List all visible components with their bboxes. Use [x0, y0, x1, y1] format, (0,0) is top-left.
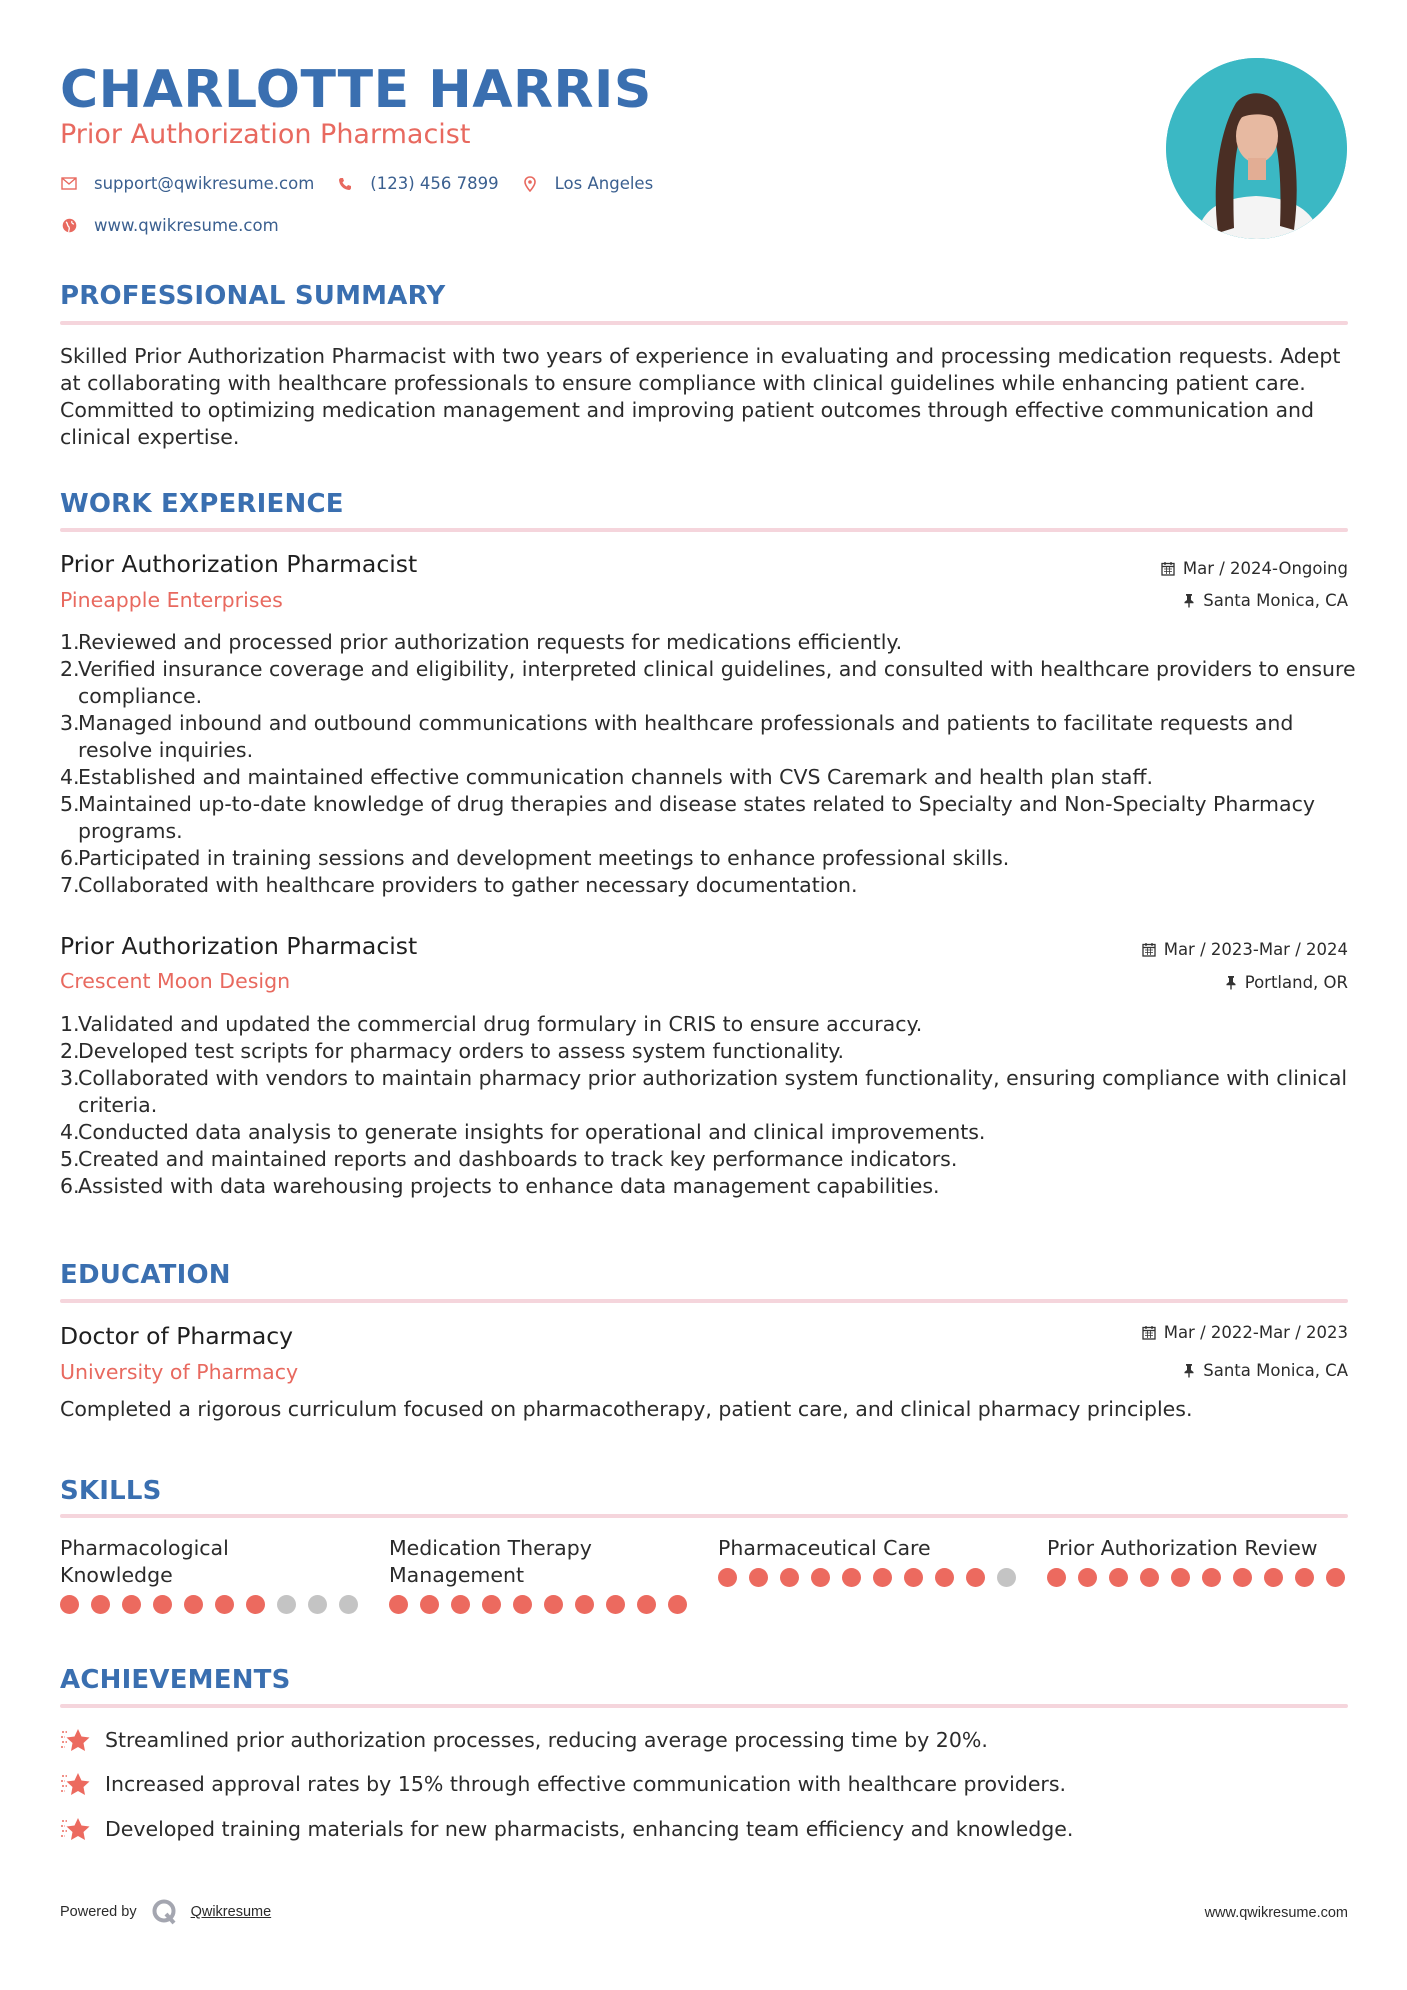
rating-dot-filled — [184, 1595, 203, 1614]
contact-email[interactable] — [60, 174, 314, 193]
rating-dot-filled — [1326, 1568, 1345, 1587]
degree-title: Doctor of Pharmacy — [60, 1322, 294, 1350]
education-heading: EDUCATION — [60, 1260, 231, 1290]
contact-row-2 — [60, 216, 301, 235]
achievements-heading: ACHIEVEMENTS — [60, 1665, 291, 1695]
list-item: 5. Created and maintained reports and dashboards to track key performance indicators. — [60, 1147, 958, 1171]
pushpin-icon — [1225, 975, 1237, 990]
pushpin-icon — [1183, 593, 1195, 608]
list-item: 5. Maintained up-to-date knowledge of drug therapies and disease states related to Specialty and Non-Specialty Pharmacy programs. — [60, 792, 1315, 843]
list-item: 3. Collaborated with vendors to maintain pharmacy prior authorization system functionality, ensuring compliance with clinical criteria. — [60, 1066, 1348, 1117]
rating-dot-empty — [277, 1595, 296, 1614]
rating-dot-filled — [1109, 1568, 1128, 1587]
rating-dot-filled — [1202, 1568, 1221, 1587]
person-portrait-icon — [1166, 58, 1347, 239]
map-pin-icon — [521, 175, 539, 193]
rating-dot-empty — [308, 1595, 327, 1614]
qwikresume-link[interactable]: Qwikresume — [190, 1904, 272, 1920]
summary-heading: PROFESSIONAL SUMMARY — [60, 281, 446, 311]
education-description: Completed a rigorous curriculum focused on pharmacotherapy, patient care, and clinical pharmacy principles. — [60, 1397, 1193, 1421]
rating-dot-filled — [420, 1595, 439, 1614]
skill-label: Prior Authorization Review — [1047, 1536, 1318, 1560]
rating-dot-filled — [668, 1595, 687, 1614]
list-item: 1. Validated and updated the commercial drug formulary in CRIS to ensure accuracy. — [60, 1012, 923, 1036]
rating-dot-filled — [718, 1568, 737, 1587]
section-divider — [60, 1299, 1348, 1303]
rating-dot-filled — [575, 1595, 594, 1614]
rating-dot-filled — [91, 1595, 110, 1614]
rating-dot-filled — [842, 1568, 861, 1587]
skill-label: Pharmacological Knowledge — [60, 1536, 229, 1587]
profile-photo — [1166, 58, 1347, 239]
skills-grid — [60, 1535, 1347, 1614]
skill-rating — [389, 1595, 689, 1614]
footer-website-link[interactable]: www.qwikresume.com — [1204, 1905, 1348, 1921]
job-dates: Mar / 2024-Ongoing — [1161, 559, 1348, 578]
qwikresume-logo-icon — [151, 1898, 179, 1926]
phone-text: (123) 456 7899 — [370, 174, 499, 193]
rating-dot-filled — [513, 1595, 532, 1614]
rating-dot-filled — [153, 1595, 172, 1614]
skill-rating — [60, 1595, 360, 1614]
rating-dot-filled — [122, 1595, 141, 1614]
star-award-icon — [60, 1815, 92, 1843]
candidate-title: Prior Authorization Pharmacist — [60, 119, 471, 150]
skill-item — [718, 1535, 1018, 1614]
achievement-item: Developed training materials for new pharmacists, enhancing team efficiency and knowledge. — [60, 1815, 1073, 1843]
skill-rating — [718, 1568, 1018, 1587]
summary-text: Skilled Prior Authorization Pharmacist with two years of experience in evaluating and processing medication requests. Adept at collaborating with healthcare professionals to ensure compliance with clinical guidelines while enhancing patient care. Committed to optimizing medication management and improving patient outcomes through effective communication and clinical expertise. — [60, 344, 1341, 449]
list-item: 4. Conducted data analysis to generate insights for operational and clinical improvements. — [60, 1120, 986, 1144]
job-responsibilities — [60, 1011, 1360, 1200]
rating-dot-filled — [637, 1595, 656, 1614]
location-text: Los Angeles — [554, 174, 654, 193]
email-text: support@qwikresume.com — [94, 174, 315, 193]
rating-dot-filled — [215, 1595, 234, 1614]
section-divider — [60, 1514, 1348, 1518]
rating-dot-filled — [811, 1568, 830, 1587]
rating-dot-filled — [1140, 1568, 1159, 1587]
rating-dot-filled — [482, 1595, 501, 1614]
rating-dot-filled — [966, 1568, 985, 1587]
candidate-name: CHARLOTTE HARRIS — [60, 60, 652, 120]
job-location: Portland, OR — [1225, 973, 1348, 992]
rating-dot-filled — [1264, 1568, 1283, 1587]
list-item: 6. Assisted with data warehousing projects to enhance data management capabilities. — [60, 1174, 940, 1198]
calendar-icon — [1142, 1325, 1156, 1340]
contact-row-1 — [60, 174, 675, 193]
footer-powered-by: Powered by Qwikresume — [60, 1898, 271, 1926]
skills-heading: SKILLS — [60, 1476, 162, 1506]
rating-dot-filled — [780, 1568, 799, 1587]
job-location: Santa Monica, CA — [1183, 591, 1348, 610]
rating-dot-filled — [904, 1568, 923, 1587]
star-award-icon — [60, 1726, 92, 1754]
rating-dot-filled — [60, 1595, 79, 1614]
website-text: www.qwikresume.com — [94, 216, 279, 235]
list-item: 7. Collaborated with healthcare providers to gather necessary documentation. — [60, 873, 858, 897]
phone-icon — [336, 175, 354, 193]
achievement-item: Streamlined prior authorization processes, reducing average processing time by 20%. — [60, 1726, 988, 1754]
rating-dot-filled — [1078, 1568, 1097, 1587]
star-award-icon — [60, 1770, 92, 1798]
section-divider — [60, 528, 1348, 532]
list-item: 1. Reviewed and processed prior authorization requests for medications efficiently. — [60, 630, 903, 654]
education-dates: Mar / 2022-Mar / 2023 — [1142, 1323, 1348, 1342]
envelope-icon — [60, 175, 78, 193]
section-divider — [60, 1704, 1348, 1708]
calendar-icon — [1142, 942, 1156, 957]
list-item: 3. Managed inbound and outbound communications with healthcare professionals and patients to facilitate requests and resolve inquiries. — [60, 711, 1294, 762]
experience-heading: WORK EXPERIENCE — [60, 489, 344, 519]
rating-dot-filled — [1233, 1568, 1252, 1587]
rating-dot-empty — [997, 1568, 1016, 1587]
school-name: University of Pharmacy — [60, 1360, 299, 1384]
skill-label: Medication Therapy Management — [389, 1536, 592, 1587]
skill-rating — [1047, 1568, 1347, 1587]
contact-phone[interactable] — [336, 174, 498, 193]
job-responsibilities — [60, 629, 1360, 899]
rating-dot-empty — [339, 1595, 358, 1614]
rating-dot-filled — [935, 1568, 954, 1587]
skill-item — [389, 1535, 689, 1614]
job-title: Prior Authorization Pharmacist — [60, 932, 418, 960]
rating-dot-filled — [1295, 1568, 1314, 1587]
globe-icon — [60, 217, 78, 235]
rating-dot-filled — [389, 1595, 408, 1614]
rating-dot-filled — [606, 1595, 625, 1614]
skill-label: Pharmaceutical Care — [718, 1536, 931, 1560]
list-item: 4. Established and maintained effective communication channels with CVS Caremark and health plan staff. — [60, 765, 1154, 789]
rating-dot-filled — [1171, 1568, 1190, 1587]
job-company: Crescent Moon Design — [60, 969, 291, 993]
list-item: 6. Participated in training sessions and development meetings to enhance professional skills. — [60, 846, 1010, 870]
rating-dot-filled — [451, 1595, 470, 1614]
list-item: 2. Verified insurance coverage and eligibility, interpreted clinical guidelines, and consulted with healthcare providers to ensure compliance. — [60, 657, 1356, 708]
calendar-icon — [1161, 561, 1175, 576]
education-location: Santa Monica, CA — [1183, 1361, 1348, 1380]
contact-location — [521, 174, 654, 193]
rating-dot-filled — [873, 1568, 892, 1587]
skill-item — [1047, 1535, 1347, 1614]
list-item: 2. Developed test scripts for pharmacy orders to assess system functionality. — [60, 1039, 844, 1063]
skill-item — [60, 1535, 360, 1614]
rating-dot-filled — [246, 1595, 265, 1614]
rating-dot-filled — [749, 1568, 768, 1587]
rating-dot-filled — [544, 1595, 563, 1614]
rating-dot-filled — [1047, 1568, 1066, 1587]
job-dates: Mar / 2023-Mar / 2024 — [1142, 940, 1348, 959]
job-title: Prior Authorization Pharmacist — [60, 550, 418, 578]
job-company: Pineapple Enterprises — [60, 588, 283, 612]
contact-website[interactable] — [60, 216, 279, 235]
achievement-item: Increased approval rates by 15% through effective communication with healthcare providers. — [60, 1770, 1066, 1798]
pushpin-icon — [1183, 1363, 1195, 1378]
section-divider — [60, 321, 1348, 325]
